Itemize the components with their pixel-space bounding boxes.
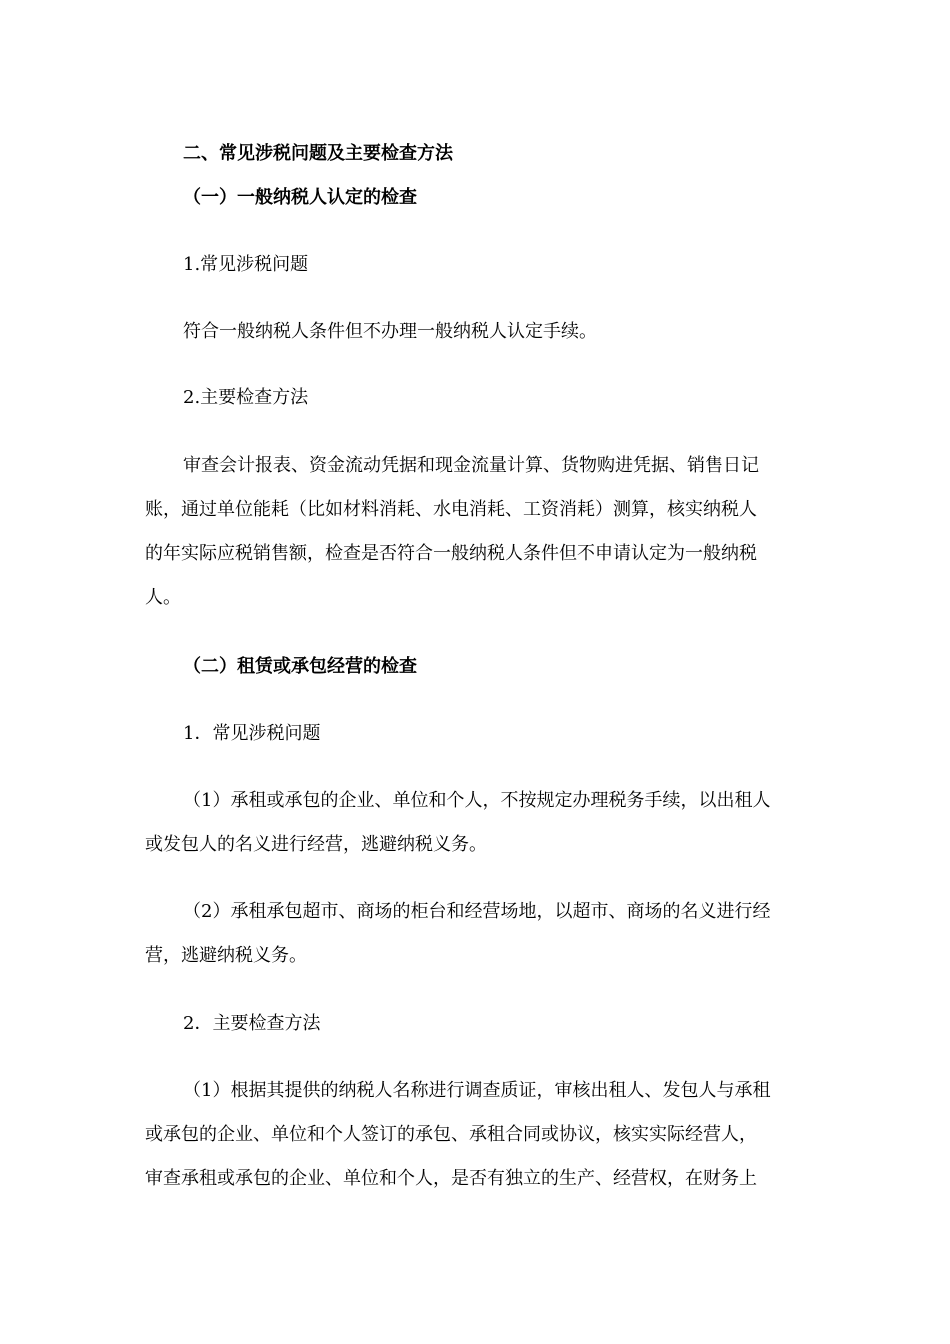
- paragraph-method-1: [145, 1069, 770, 1201]
- paragraph-check-methods-1: [145, 444, 759, 620]
- item-title-check-methods-2: 2．主要检查方法: [183, 1013, 321, 1034]
- item-text-common-issues-1: 符合一般纳税人条件但不办理一般纳税人认定手续。: [183, 321, 597, 342]
- paragraph-issue-2: [145, 890, 770, 978]
- paragraph-line: 审查承租或承包的企业、单位和个人，是否有独立的生产、经营权，在财务上: [145, 1168, 757, 1189]
- paragraph-line: 或承包的企业、单位和个人签订的承包、承租合同或协议，核实实际经营人，: [145, 1124, 757, 1145]
- paragraph-line: （2）承租承包超市、商场的柜台和经营场地，以超市、商场的名义进行经: [183, 901, 771, 922]
- item-title-common-issues-1: 1.常见涉税问题: [183, 254, 309, 275]
- paragraph-line: 营，逃避纳税义务。: [145, 945, 307, 966]
- subsection-heading-2: （二）租赁或承包经营的检查: [183, 656, 417, 677]
- paragraph-line: （1）根据其提供的纳税人名称进行调查质证，审核出租人、发包人与承租: [183, 1080, 771, 1101]
- section-heading: 二、常见涉税问题及主要检查方法: [183, 143, 453, 164]
- item-title-common-issues-2: 1．常见涉税问题: [183, 723, 321, 744]
- paragraph-line: （1）承租或承包的企业、单位和个人，不按规定办理税务手续，以出租人: [183, 790, 771, 811]
- subsection-heading-1: （一）一般纳税人认定的检查: [183, 187, 417, 208]
- paragraph-line: 账，通过单位能耗（比如材料消耗、水电消耗、工资消耗）测算，核实纳税人: [145, 499, 757, 520]
- paragraph-line: 的年实际应税销售额，检查是否符合一般纳税人条件但不申请认定为一般纳税: [145, 543, 757, 564]
- item-title-check-methods-1: 2.主要检查方法: [183, 387, 309, 408]
- paragraph-line: 人。: [145, 587, 181, 608]
- paragraph-issue-1: [145, 779, 770, 867]
- paragraph-line: 审查会计报表、资金流动凭据和现金流量计算、货物购进凭据、销售日记: [183, 455, 759, 476]
- paragraph-line: 或发包人的名义进行经营，逃避纳税义务。: [145, 834, 487, 855]
